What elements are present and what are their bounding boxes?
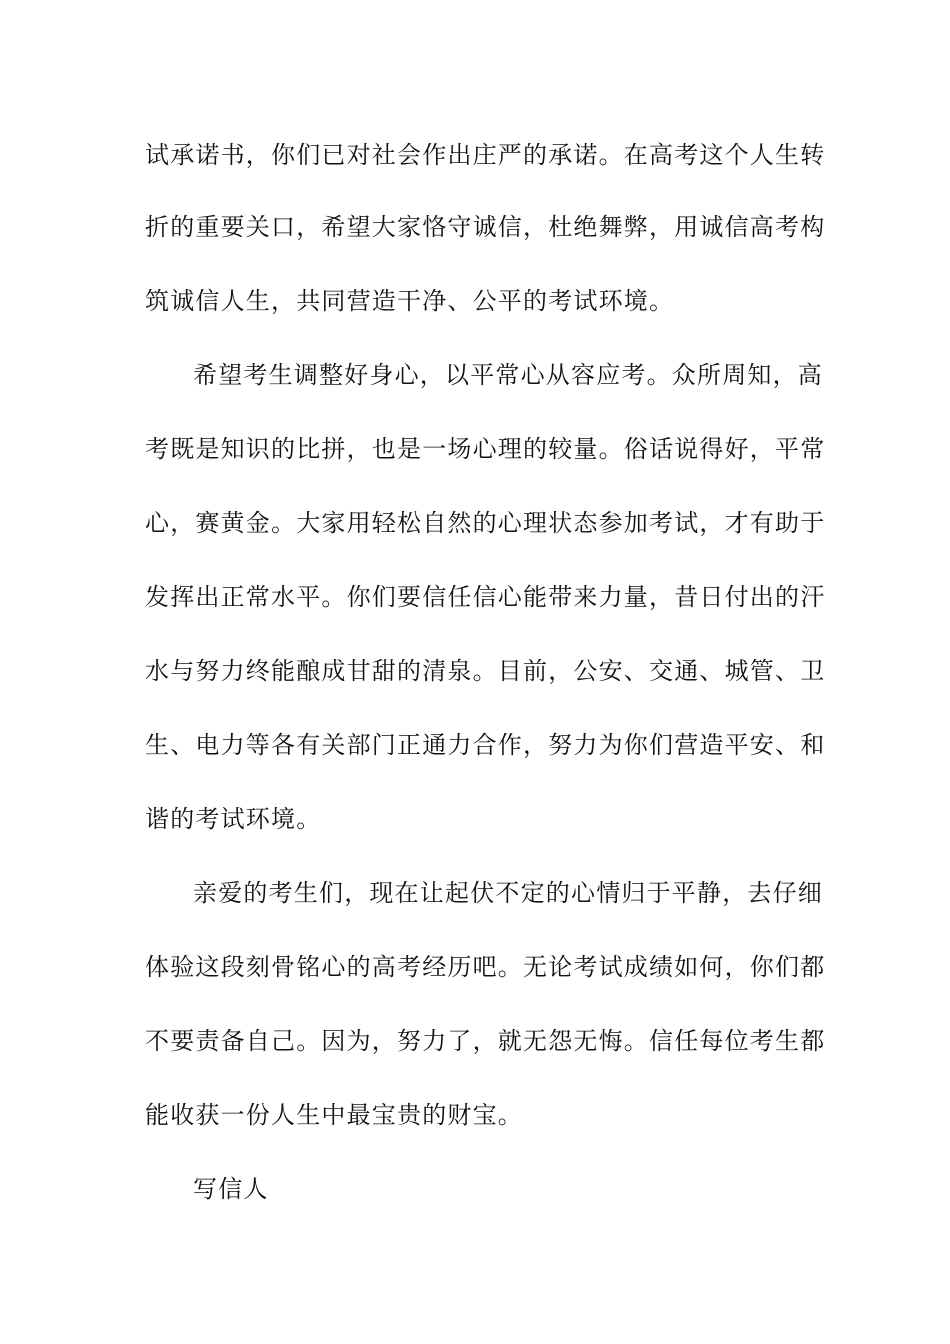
text-line: 筑诚信人生，共同营造干净、公平的考试环境。 (145, 287, 675, 315)
text-line: 折的重要关口，希望大家恪守诚信，杜绝舞弊，用诚信高考构 (145, 213, 826, 241)
paragraph-first-line: 希望考生调整好身心，以平常心从容应考。众所周知，高 (193, 361, 823, 389)
text-line: 谐的考试环境。 (145, 805, 322, 833)
text-line: 能收获一份人生中最宝贵的财宝。 (145, 1101, 523, 1129)
text-line: 生、电力等各有关部门正通力合作，努力为你们营造平安、和 (145, 731, 826, 759)
text-line: 心，赛黄金。大家用轻松自然的心理状态参加考试，才有助于 (145, 509, 826, 537)
text-line: 考既是知识的比拼，也是一场心理的较量。俗话说得好，平常 (145, 435, 826, 463)
text-line: 不要责备自己。因为，努力了，就无怨无悔。信任每位考生都 (145, 1027, 826, 1055)
text-line: 体验这段刻骨铭心的高考经历吧。无论考试成绩如何，你们都 (145, 953, 826, 981)
signature-label: 写信人 (193, 1175, 269, 1203)
text-line: 试承诺书，你们已对社会作出庄严的承诺。在高考这个人生转 (145, 141, 826, 169)
text-line: 水与努力终能酿成甘甜的清泉。目前，公安、交通、城管、卫 (145, 657, 826, 685)
text-line: 发挥出正常水平。你们要信任信心能带来力量，昔日付出的汗 (145, 583, 826, 611)
paragraph-first-line: 亲爱的考生们，现在让起伏不定的心情归于平静，去仔细 (193, 879, 823, 907)
